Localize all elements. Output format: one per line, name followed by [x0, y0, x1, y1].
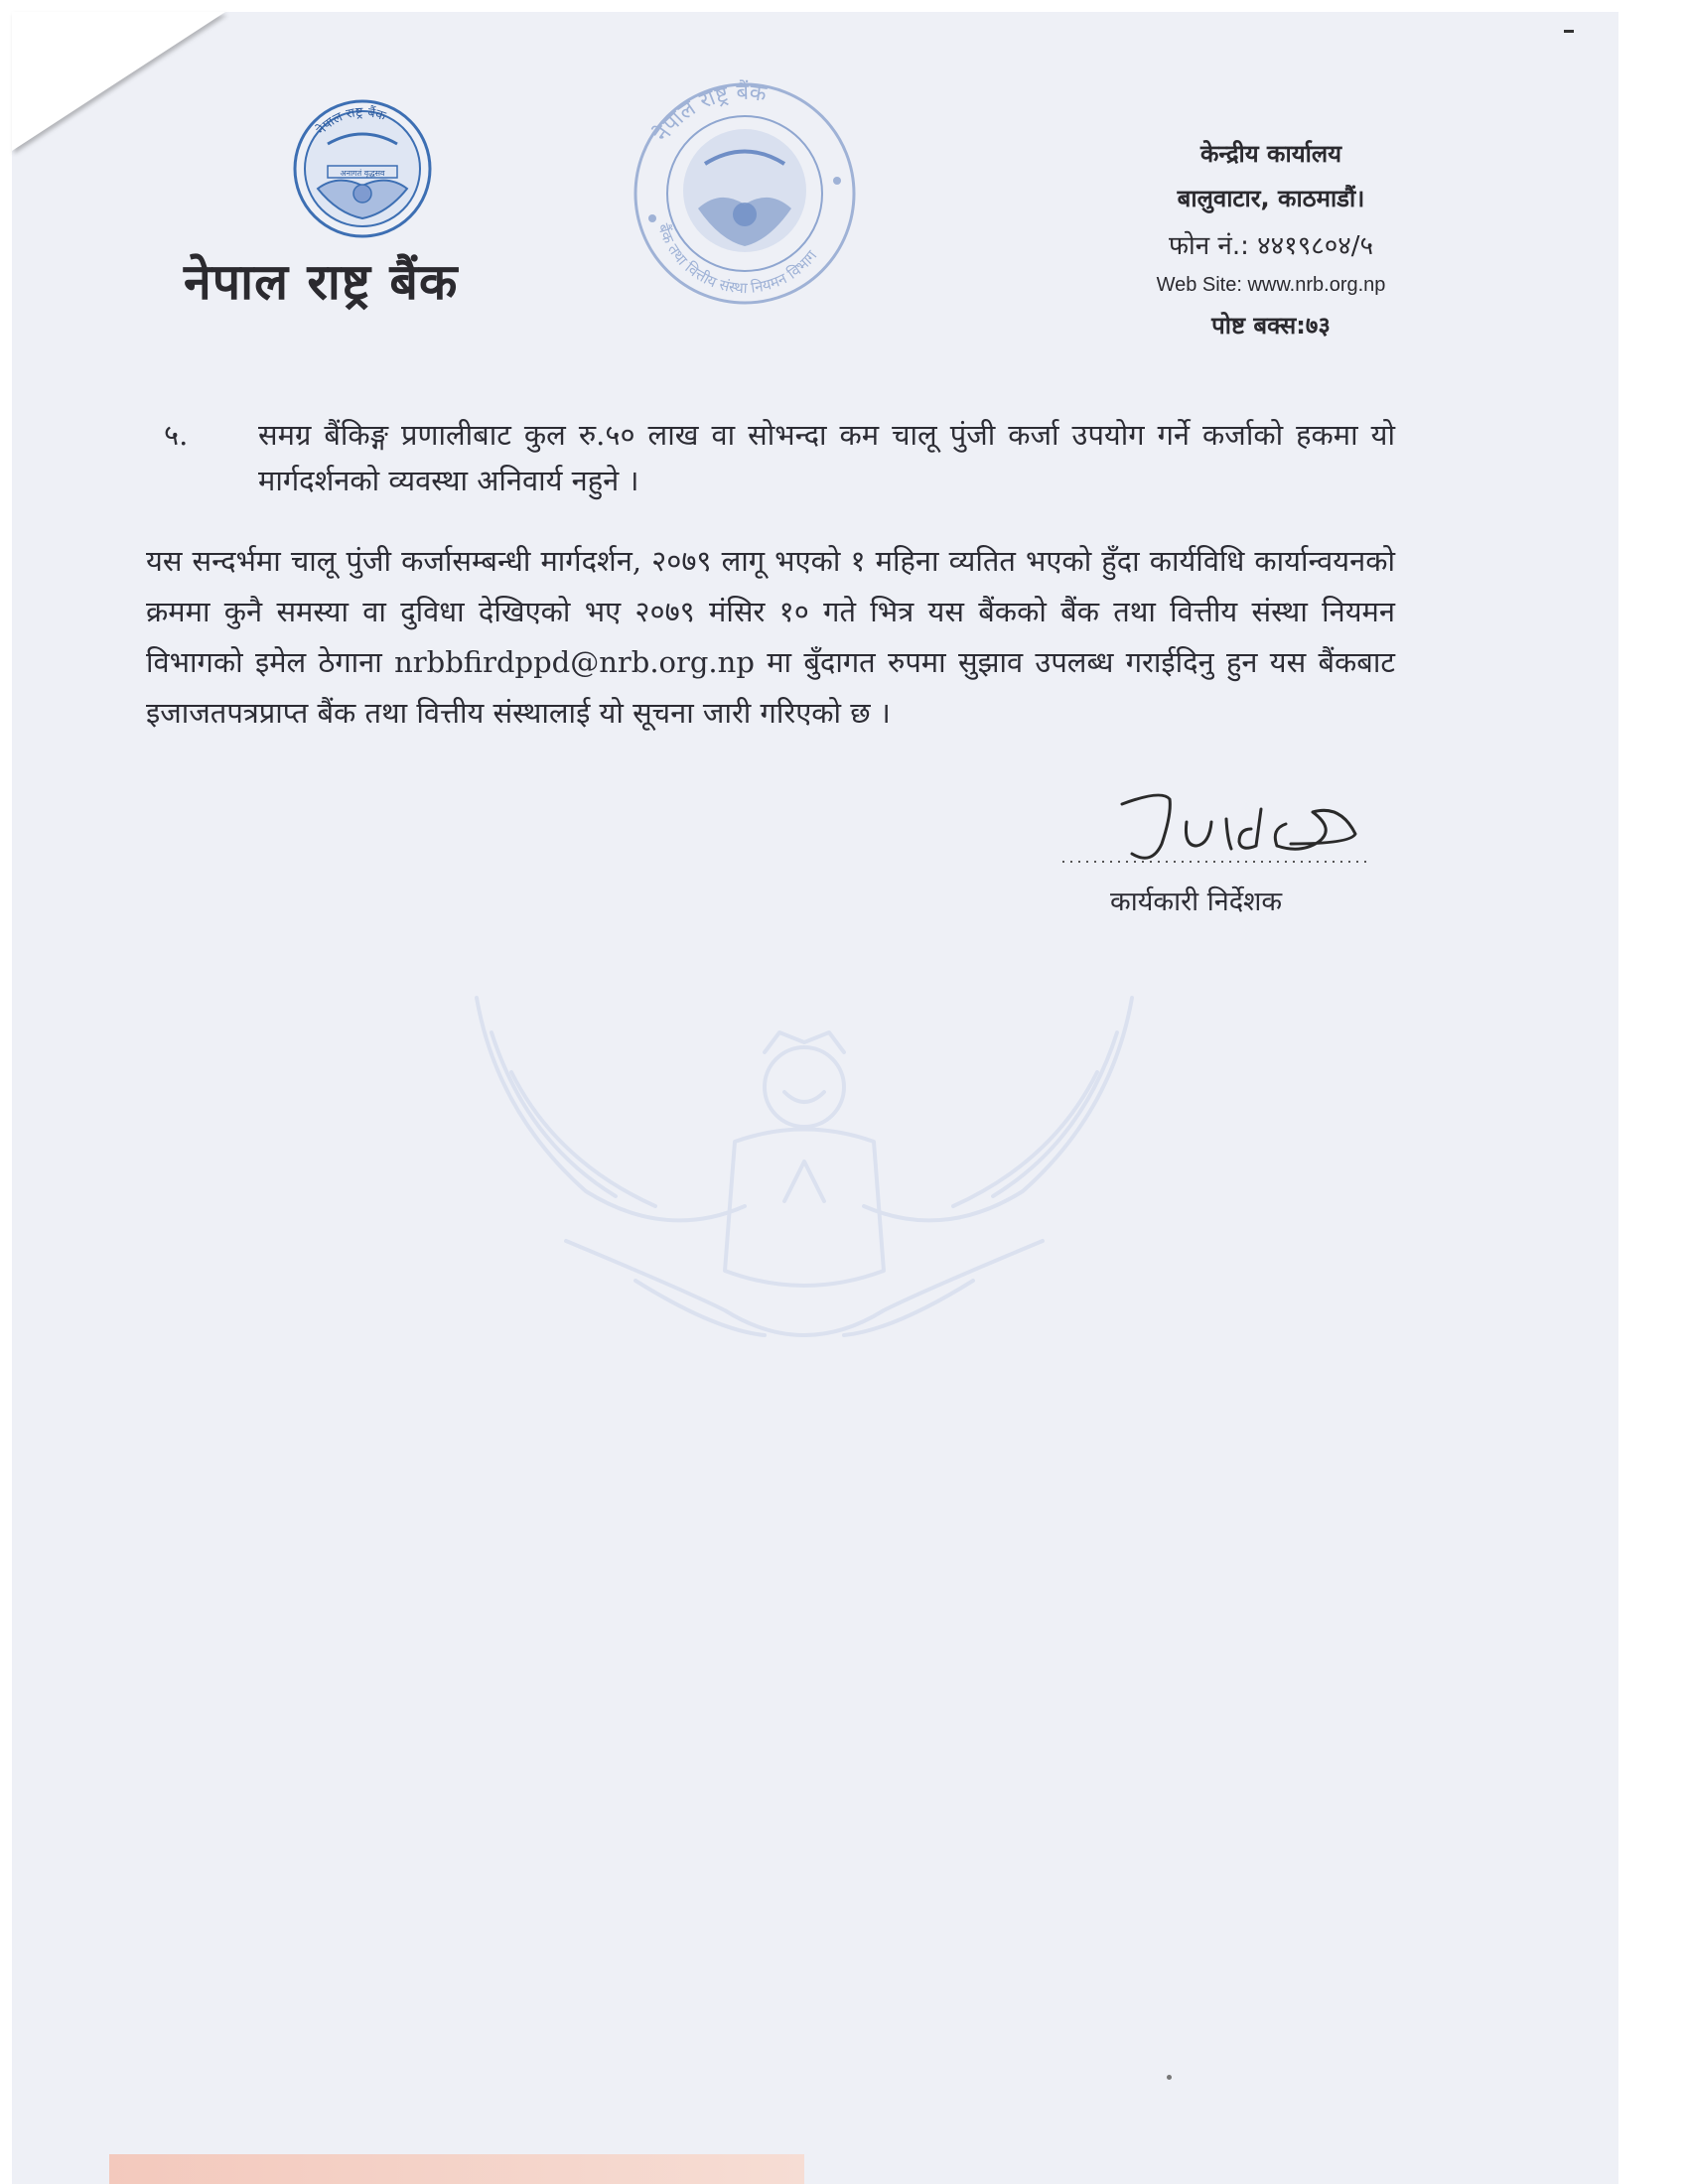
clause-text: समग्र बैंकिङ्ग प्रणालीबाट कुल रु.५० लाख वा सोभन्दा कम चालू पुंजी कर्जा उपयोग गर्ने कर्जाको हकमा यो मार्गदर्शनको व्यवस्था अनिवार्य नहुने । — [258, 418, 1395, 497]
stamp-top-text: नेपाल राष्ट्र बैंक — [649, 79, 769, 147]
phone-number: फोन नं.: ४४१९८०४/५ — [1168, 231, 1374, 261]
notice-paragraph: यस सन्दर्भमा चालू पुंजी कर्जासम्बन्धी मार्गदर्शन, २०७९ लागू भएको १ महिना व्यतित भएको हुँदा कार्यविधि कार्यान्वयनको क्रममा कुनै समस्या वा दुविधा देखिएको भए २०७९ मंसिर १० गते भित्र यस बैंकको बैंक तथा वित्तीय संस्था नियमन विभागको इमेल ठेगाना nrbbfirdppd@nrb.org.np मा बुँदागत रुपमा सुझाव उपलब्ध गराईदिनु हुन यस बैंकबाट इजाजतपत्रप्राप्त बैंक तथा वित्तीय संस्थालाई यो सूचना जारी गरिएको छ । — [146, 544, 1395, 730]
office-name: केन्द्रीय कार्यालय — [1199, 140, 1342, 168]
signatory-designation: कार्यकारी निर्देशक — [1110, 887, 1283, 917]
page-margin — [1618, 0, 1688, 2184]
underlying-page-edge — [109, 2154, 804, 2184]
bank-emblem-seal — [288, 94, 437, 243]
po-box: पोष्ट बक्स:७३ — [1211, 312, 1331, 340]
handwritten-signature — [1053, 784, 1410, 878]
office-address: बालुवाटार, काठमाडौं। — [1177, 185, 1365, 212]
numbered-clause — [164, 412, 1395, 503]
emblem-motto: अनागतं वृद्धसव — [340, 169, 385, 178]
office-address-block — [1077, 137, 1465, 353]
scan-mark — [1564, 30, 1574, 33]
bank-name: नेपाल राष्ट्र बैंक — [184, 253, 459, 311]
emblem-top-text: नेपाल राष्ट्र बैंक — [314, 104, 388, 138]
stamp-bottom-text: बैंक तथा वित्तीय संस्था नियमन विभाग — [653, 221, 821, 298]
website: Web Site: www.nrb.org.np — [1156, 274, 1386, 296]
clause-number: ५. — [164, 418, 189, 452]
folded-corner — [12, 12, 225, 151]
garuda-watermark — [467, 993, 1142, 1374]
department-stamp — [621, 69, 869, 318]
scan-speck — [1167, 2075, 1172, 2080]
